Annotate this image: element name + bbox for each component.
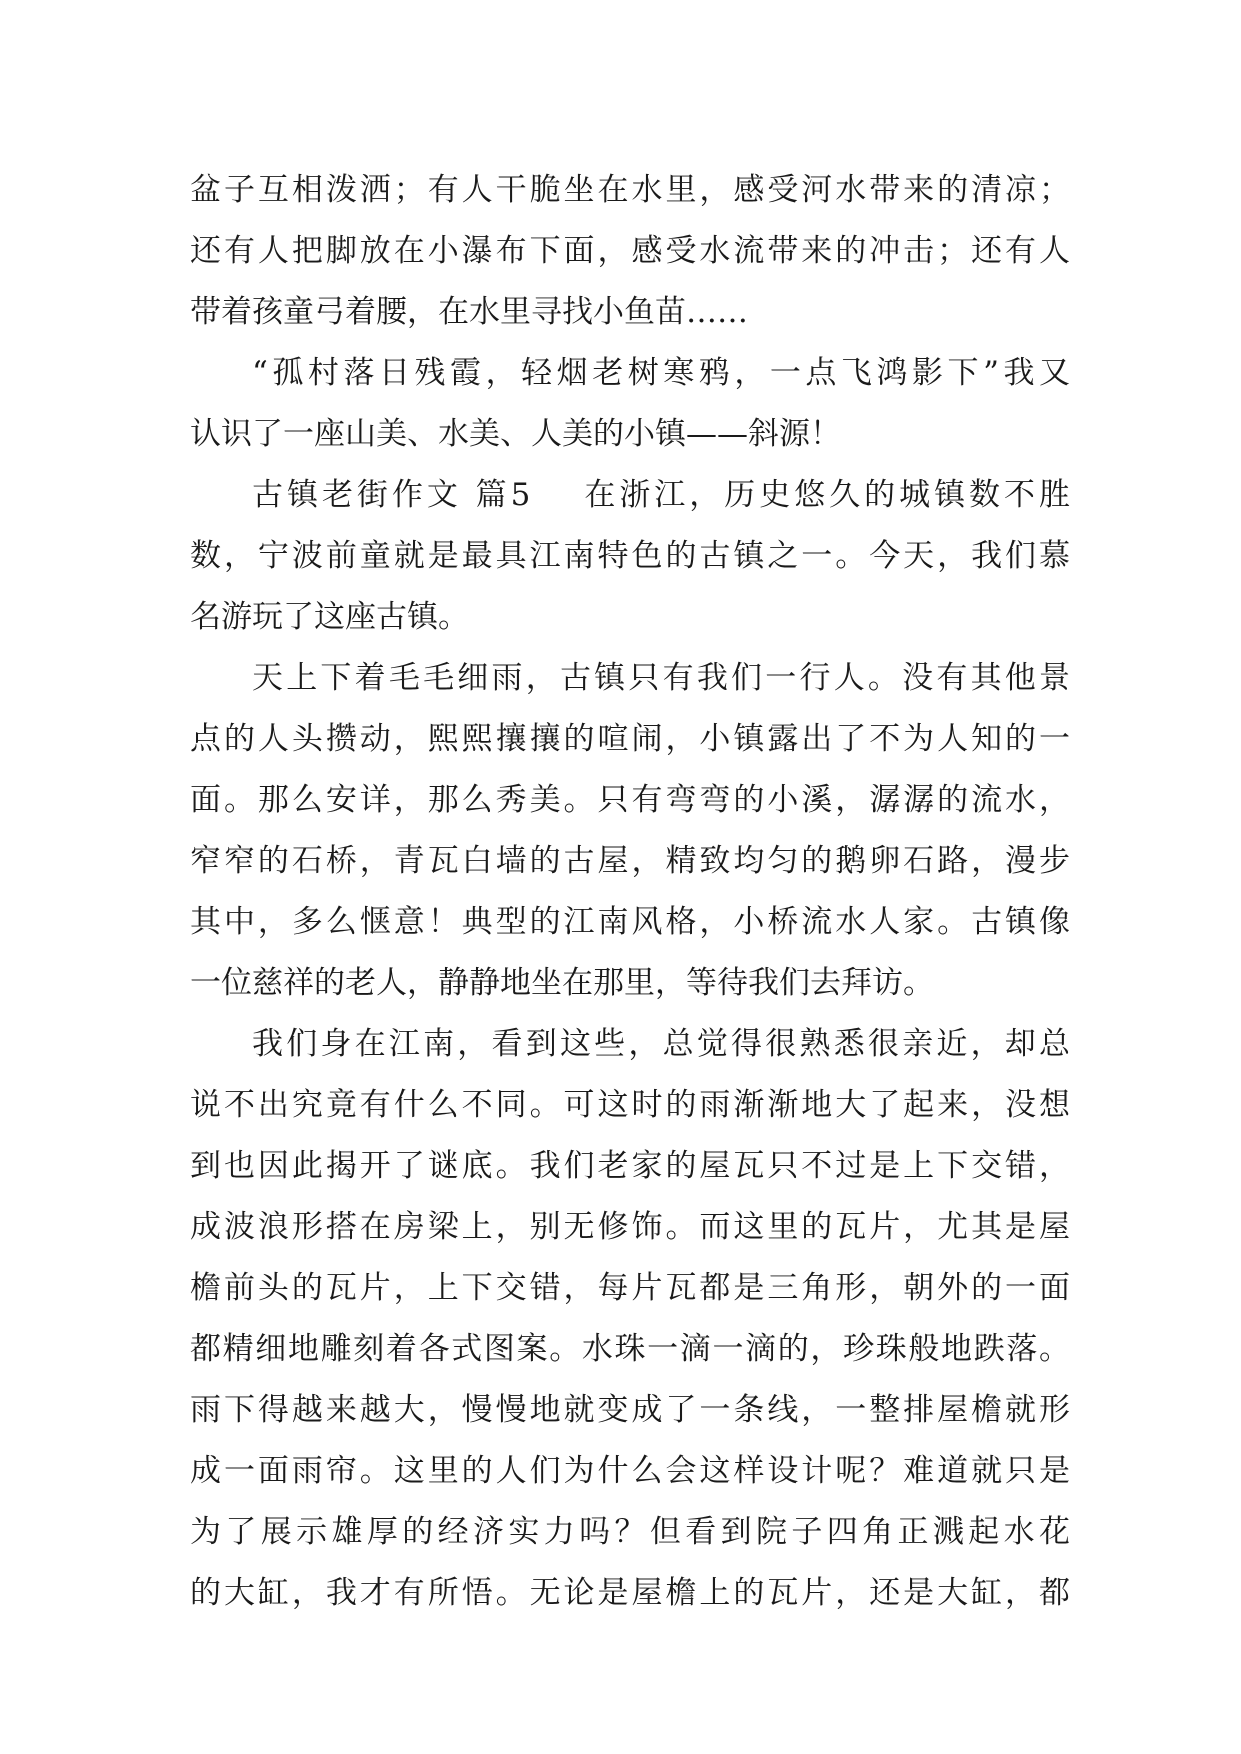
text-line: 名游玩了这座古镇。	[190, 599, 469, 635]
text-line: 窄窄的石桥，青瓦白墙的古屋，精致均匀的鹅卵石路，漫步	[190, 843, 1070, 879]
text-line: 认识了一座山美、水美、人美的小镇——斜源！	[190, 416, 841, 452]
text-line: 的大缸，我才有所悟。无论是屋檐上的瓦片，还是大缸，都	[190, 1575, 1070, 1611]
text-line: 成波浪形搭在房梁上，别无修饰。而这里的瓦片，尤其是屋	[190, 1209, 1070, 1245]
text-line: “孤村落日残霞，轻烟老树寒鸦，一点飞鸿影下”我又	[252, 355, 1070, 391]
text-line: 天上下着毛毛细雨，古镇只有我们一行人。没有其他景	[252, 660, 1070, 696]
text-line: 都精细地雕刻着各式图案。水珠一滴一滴的，珍珠般地跌落。	[190, 1331, 1070, 1367]
text-line: 带着孩童弓着腰，在水里寻找小鱼苗……	[190, 294, 748, 330]
text-line: 数，宁波前童就是最具江南特色的古镇之一。今天，我们慕	[190, 538, 1070, 574]
document-body	[190, 160, 1070, 1624]
text-line: 檐前头的瓦片，上下交错，每片瓦都是三角形，朝外的一面	[190, 1270, 1070, 1306]
text-line: 其中，多么惬意！典型的江南风格，小桥流水人家。古镇像	[190, 904, 1070, 940]
text-line: 雨下得越来越大，慢慢地就变成了一条线，一整排屋檐就形	[190, 1392, 1070, 1428]
text-line: 点的人头攒动，熙熙攘攘的喧闹，小镇露出了不为人知的一	[190, 721, 1070, 757]
text-line: 说不出究竟有什么不同。可这时的雨渐渐地大了起来，没想	[190, 1087, 1070, 1123]
text-line: 面。那么安详，那么秀美。只有弯弯的小溪，潺潺的流水，	[190, 782, 1070, 818]
text-line: 我们身在江南，看到这些，总觉得很熟悉很亲近，却总	[252, 1026, 1070, 1062]
text-line: 还有人把脚放在小瀑布下面，感受水流带来的冲击；还有人	[190, 233, 1070, 269]
text-line: 一位慈祥的老人，静静地坐在那里，等待我们去拜访。	[190, 965, 934, 1001]
section-heading-line	[190, 465, 1070, 526]
text-line: 盆子互相泼洒；有人干脆坐在水里，感受河水带来的清凉；	[190, 172, 1070, 208]
text-line: 到也因此揭开了谜底。我们老家的屋瓦只不过是上下交错，	[190, 1148, 1070, 1184]
text-line: 成一面雨帘。这里的人们为什么会这样设计呢？难道就只是	[190, 1453, 1070, 1489]
text-line: 在浙江，历史悠久的城镇数不胜	[580, 477, 1071, 513]
text-line: 为了展示雄厚的经济实力吗？但看到院子四角正溅起水花	[190, 1514, 1070, 1550]
section-heading: 古镇老街作文 篇5	[252, 477, 531, 513]
